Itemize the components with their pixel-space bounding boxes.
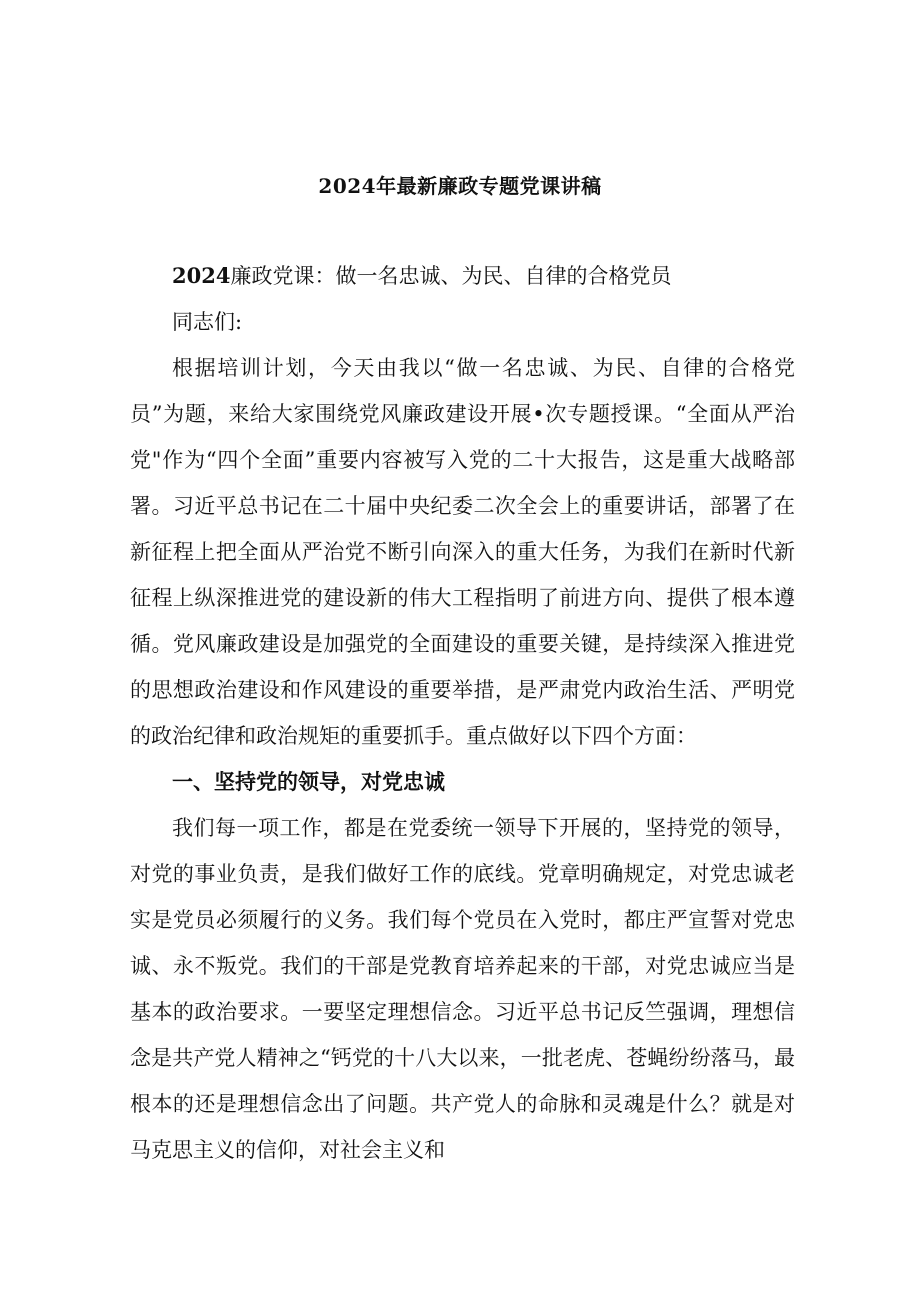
subtitle-text: 廉政党课：做一名忠诚、为民、自律的合格党员 (230, 264, 672, 288)
subtitle-year: 2024 (172, 263, 231, 288)
section-body-1: 我们每一项工作，都是在党委统一领导下开展的，坚持党的领导，对党的事业负责，是我们做好工作的底线。党章明确规定，对党忠诚老实是党员必须履行的义务。我们每个党员在入党时，都庄严宣誓对党忠诚、永不叛党。我们的干部是党教育培养起来的干部，对党忠诚应当是基本的政治要求。一要坚定理想信念。习近平总书记反竺强调，理想信念是共产党人精神之“钙党的十八大以来，一批老虎、苍蝇纷纷落马，最根本的还是理想信念出了问题。共产党人的命脉和灵魂是什么？就是对马克思主义的信仰，对社会主义和 (130, 816, 795, 1162)
intro-paragraph: 根据培训计划，今天由我以“做一名忠诚、为民、自律的合格党员”为题，来给大家围绕党风廉政建设开展•次专题授课。“全面从严治党"作为“四个全面”重要内容被写入党的二十大报告，这是重大战略部署。习近平总书记在二十届中央纪委二次全会上的重要讲话，部署了在新征程上把全面从严治党不断引向深入的重大任务，为我们在新时代新征程上纵深推进党的建设新的伟大工程指明了前进方向、提供了根本遵循。党风廉政建设是加强党的全面建设的重要关键，是持续深入推进党的思想政治建设和作风建设的重要举措，是严肃党内政治生活、严明党的政治纪律和政治规矩的重要抓手。重点做好以下四个方面： (130, 356, 795, 748)
document-title: 2024年最新廉政专题党课讲稿 (318, 174, 602, 198)
document-body (130, 253, 795, 1173)
subtitle-line (130, 253, 795, 299)
section-heading-1: 一、坚持党的领导，对党忠诚 (172, 769, 445, 794)
greeting: 同志们: (172, 310, 243, 334)
